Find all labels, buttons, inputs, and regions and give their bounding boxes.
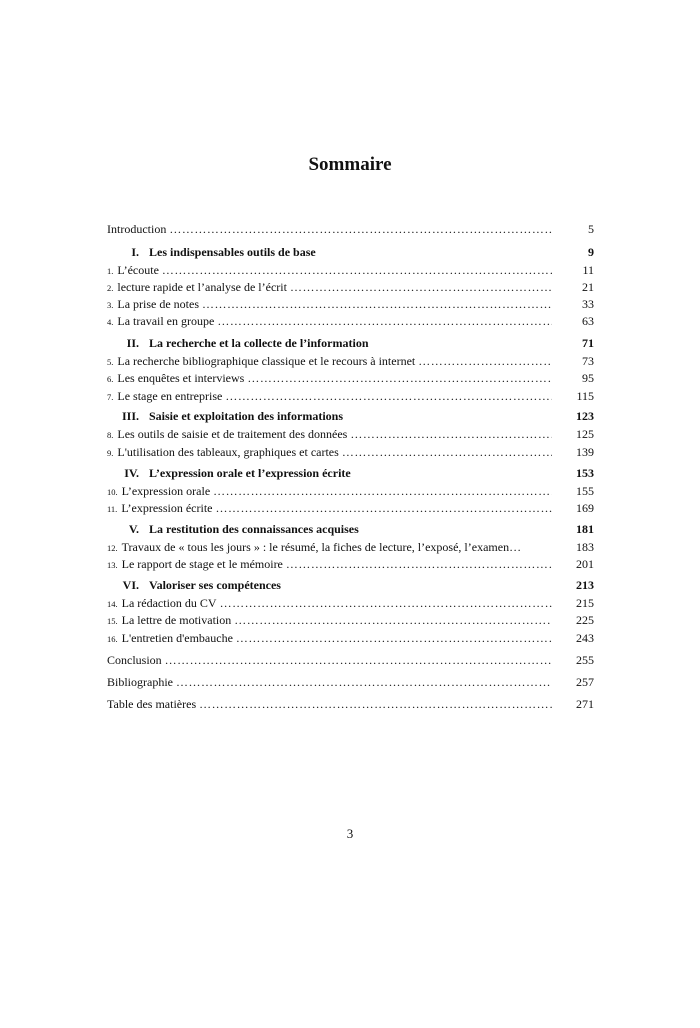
toc-entry[interactable] <box>107 539 594 556</box>
entry-title: Table des matières <box>107 697 197 711</box>
entry-page: 169 <box>576 501 594 515</box>
entry-page: 181 <box>576 522 594 536</box>
entry-title: Conclusion <box>107 653 162 667</box>
entry-title: Les enquêtes et interviews <box>117 371 245 385</box>
toc-entry[interactable] <box>107 595 594 612</box>
dot-leader <box>220 595 552 612</box>
entry-page: 71 <box>582 336 594 350</box>
entry-title: L’expression écrite <box>121 501 213 515</box>
dot-leader <box>169 221 552 238</box>
dot-leader <box>162 262 552 279</box>
entry-page: 215 <box>576 596 594 610</box>
entry-number: 10. <box>107 487 118 497</box>
entry-number: 11. <box>107 504 118 514</box>
entry-title: La recherche bibliographique classique et le recours à internet <box>117 354 416 368</box>
toc-entry[interactable] <box>107 483 594 500</box>
dot-leader <box>350 426 552 443</box>
section-number: IV. <box>124 466 139 480</box>
entry-page: 95 <box>582 371 594 385</box>
entry-number: 5. <box>107 357 114 367</box>
entry-page: 271 <box>576 697 594 711</box>
entry-page: 115 <box>576 389 594 403</box>
entry-title: Les outils de saisie et de traitement des données <box>117 427 348 441</box>
dot-leader <box>217 313 552 330</box>
dot-leader <box>418 353 552 370</box>
entry-number: 12. <box>107 543 118 553</box>
toc-section[interactable] <box>107 465 594 482</box>
section-title: Saisie et exploitation des informations <box>149 409 343 423</box>
entry-page: 153 <box>576 466 594 480</box>
entry-page: 213 <box>576 578 594 592</box>
entry-page: 183 <box>576 540 594 554</box>
section-title: L’expression orale et l’expression écrite <box>149 466 351 480</box>
dot-leader <box>202 296 552 313</box>
entry-page: 139 <box>576 445 594 459</box>
entry-page: 225 <box>576 613 594 627</box>
dot-leader <box>213 483 552 500</box>
entry-number: 9. <box>107 448 114 458</box>
entry-number: 8. <box>107 430 114 440</box>
entry-title: Le stage en entreprise <box>117 389 223 403</box>
entry-number: 3. <box>107 300 114 310</box>
entry-title: L’expression orale <box>121 484 211 498</box>
section-title: Les indispensables outils de base <box>149 245 316 259</box>
entry-number: 15. <box>107 616 118 626</box>
section-number: II. <box>126 336 139 350</box>
toc-entry[interactable] <box>107 556 594 573</box>
toc-entry[interactable] <box>107 313 594 330</box>
toc-entry[interactable] <box>107 221 594 238</box>
entry-title: lecture rapide et l’analyse de l’écrit <box>117 280 287 294</box>
toc-entry[interactable] <box>107 370 594 387</box>
dot-leader <box>165 652 552 669</box>
entry-page: 201 <box>576 557 594 571</box>
toc-entry[interactable] <box>107 696 594 713</box>
entry-page: 21 <box>582 280 594 294</box>
section-number: III. <box>121 409 139 423</box>
toc-entry[interactable] <box>107 296 594 313</box>
entry-number: 4. <box>107 317 114 327</box>
page-number: 3 <box>346 826 354 841</box>
entry-number: 16. <box>107 634 118 644</box>
toc-section[interactable] <box>107 408 594 425</box>
dot-leader <box>290 279 552 296</box>
toc-entry[interactable] <box>107 630 594 647</box>
entry-title: L'utilisation des tableaux, graphiques et cartes <box>117 445 339 459</box>
toc-entry[interactable] <box>107 388 594 405</box>
entry-number: 6. <box>107 374 114 384</box>
entry-page: 155 <box>576 484 594 498</box>
entry-title: Bibliographie <box>107 675 173 689</box>
entry-title: Travaux de « tous les jours » : le résumé, la fiches de lecture, l’exposé, l’examen… <box>121 540 522 554</box>
toc-entry[interactable] <box>107 612 594 629</box>
entry-title: La travail en groupe <box>117 314 215 328</box>
entry-title: La rédaction du CV <box>121 596 217 610</box>
dot-leader <box>236 630 552 647</box>
toc-section[interactable] <box>107 521 594 538</box>
section-title: La restitution des connaissances acquises <box>149 522 359 536</box>
entry-page: 257 <box>576 675 594 689</box>
entry-page: 33 <box>582 297 594 311</box>
entry-page: 5 <box>588 222 594 236</box>
toc-entry[interactable] <box>107 674 594 691</box>
entry-page: 123 <box>576 409 594 423</box>
dot-leader <box>247 370 552 387</box>
entry-title: La prise de notes <box>117 297 200 311</box>
toc-entry[interactable] <box>107 444 594 461</box>
entry-title: Introduction <box>107 222 167 236</box>
entry-number: 14. <box>107 599 118 609</box>
entry-page: 125 <box>576 427 594 441</box>
toc-entry[interactable] <box>107 353 594 370</box>
entry-title: L'entretien d'embauche <box>121 631 233 645</box>
toc-section[interactable] <box>107 577 594 594</box>
dot-leader <box>286 556 552 573</box>
section-number: VI. <box>122 578 139 592</box>
entry-page: 243 <box>576 631 594 645</box>
section-title: Valoriser ses compétences <box>149 578 281 592</box>
entry-number: 7. <box>107 392 114 402</box>
toc-entry[interactable] <box>107 652 594 669</box>
page-title: Sommaire <box>308 154 392 175</box>
entry-number: 13. <box>107 560 118 570</box>
entry-page: 9 <box>588 245 594 259</box>
toc-entry[interactable] <box>107 426 594 443</box>
section-number: I. <box>131 245 139 259</box>
toc-section[interactable] <box>107 244 594 261</box>
entry-page: 11 <box>582 263 594 277</box>
dot-leader <box>234 612 552 629</box>
entry-number: 1. <box>107 266 114 276</box>
dot-leader <box>225 388 552 405</box>
entry-title: L’écoute <box>117 263 159 277</box>
entry-page: 63 <box>582 314 594 328</box>
entry-page: 73 <box>582 354 594 368</box>
entry-number: 2. <box>107 283 114 293</box>
section-number: V. <box>128 522 139 536</box>
dot-leader <box>199 696 552 713</box>
toc-section[interactable] <box>107 335 594 352</box>
entry-title: Le rapport de stage et le mémoire <box>121 557 283 571</box>
entry-title: La lettre de motivation <box>121 613 232 627</box>
dot-leader <box>176 674 552 691</box>
toc-entry[interactable] <box>107 500 594 517</box>
toc-entry[interactable] <box>107 262 594 279</box>
section-title: La recherche et la collecte de l’information <box>149 336 369 350</box>
dot-leader <box>216 500 552 517</box>
toc-entry[interactable] <box>107 279 594 296</box>
entry-page: 255 <box>576 653 594 667</box>
dot-leader <box>342 444 552 461</box>
